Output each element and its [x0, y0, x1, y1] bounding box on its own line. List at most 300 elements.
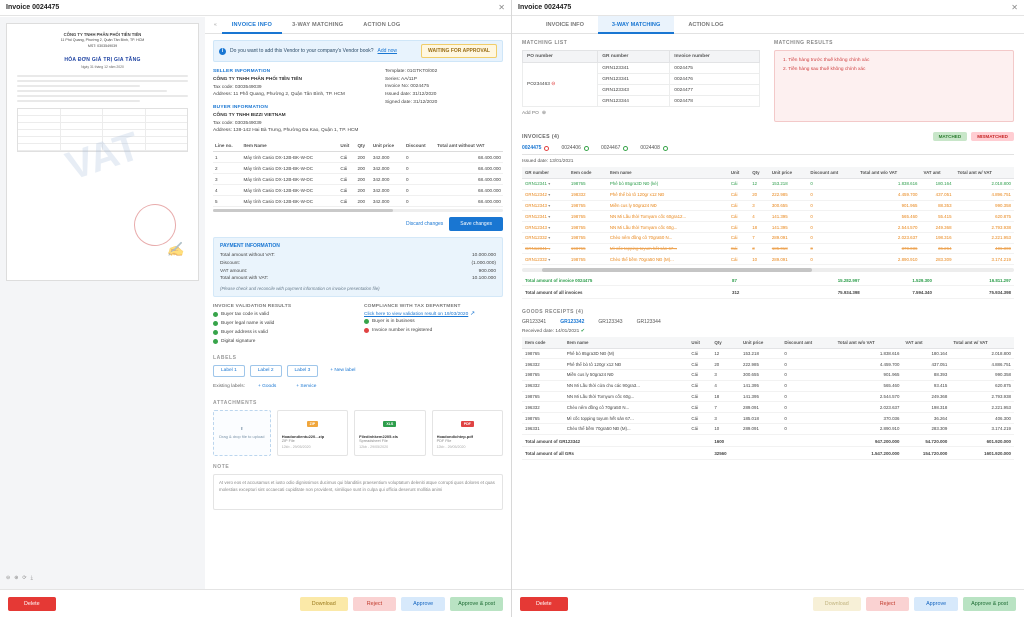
- download-button[interactable]: Download: [813, 597, 861, 611]
- delete-button[interactable]: Delete: [8, 597, 56, 611]
- cell-discount: 0: [807, 232, 857, 243]
- cell-total-w-vat: 2.018.800: [950, 348, 1014, 359]
- zip-icon: ZIP: [282, 414, 343, 434]
- gr-total-row: [522, 434, 1014, 446]
- close-icon[interactable]: ✕: [1011, 3, 1018, 12]
- gr-number: GRN123343: [598, 85, 670, 96]
- cell-unit: Cái: [728, 179, 749, 190]
- doc-subtitle: Ngày 31 tháng 12 năm 2020: [81, 65, 124, 70]
- cell-discount: 0: [781, 424, 834, 435]
- approve-post-button[interactable]: Approve & post: [963, 597, 1016, 611]
- col-unit-price: Unit price: [769, 167, 808, 179]
- add-po-button[interactable]: [522, 111, 760, 116]
- reject-button[interactable]: Reject: [353, 597, 396, 611]
- cell-unit-price: 185.018: [769, 243, 808, 254]
- cell-discount: 0: [807, 222, 857, 233]
- validation-block: [213, 304, 352, 346]
- tab-3way-matching[interactable]: 3-WAY MATCHING: [598, 16, 674, 34]
- cell-item-name: NN Mi Lầu thời Tomyam cốc 60g...: [607, 222, 728, 233]
- cell-item-name: NN Mi Lầu thời Tomyam cốc 60gra12...: [607, 211, 728, 222]
- buyer-tax: Tax code: 0303549039: [213, 120, 262, 126]
- invoice-lines-grid: [522, 167, 1014, 265]
- gr-total-all-label: Total amount of all GRs: [522, 447, 688, 459]
- new-label-button[interactable]: + New label: [323, 366, 362, 376]
- validation-result-link[interactable]: Click here to view validation result on 19/03/2020: [364, 312, 469, 318]
- download-doc-icon[interactable]: ⤓: [30, 575, 33, 581]
- cell-vat: 437.051: [902, 359, 950, 370]
- col-item-code: Item code: [568, 167, 607, 179]
- col-qty: Qty: [355, 140, 370, 152]
- lines-horizontal-scrollbar[interactable]: [213, 209, 503, 212]
- document-toolbar[interactable]: [6, 573, 199, 583]
- cell-unit-price: 153.218: [740, 348, 781, 359]
- cell-total-w-vat: 2.221.953: [950, 402, 1014, 413]
- invoices-title: INVOICES (4): [522, 133, 560, 140]
- cell-unit-price: 141.395: [769, 222, 808, 233]
- table-row[interactable]: [522, 391, 1014, 402]
- compliance-link-row: [364, 310, 503, 317]
- cell-total-wo-vat: 2.544.570: [835, 391, 903, 402]
- table-row[interactable]: [213, 163, 503, 174]
- gr-total-all-vat: 154.720.000: [902, 447, 950, 459]
- tab-action-log[interactable]: ACTION LOG: [363, 21, 401, 28]
- cell-item-name: Miền cus ly 50gra24 NĐ: [607, 200, 728, 211]
- cell-line-no: 4: [213, 185, 241, 196]
- cell-discount: 0: [807, 200, 857, 211]
- col-item-code: Item code: [522, 337, 564, 349]
- meta-issued-date: Issued date: 31/12/2020: [385, 92, 437, 98]
- cell-total: 68.400.000: [435, 174, 503, 185]
- cell-unit-price: 342.000: [371, 196, 404, 207]
- invoice-tab-0024475[interactable]: [522, 145, 549, 151]
- matching-result-message: 1. Tiền hàng trước thuế không chính xác: [783, 58, 870, 63]
- attachment-name: Filedinhkem2205.xls: [359, 433, 399, 439]
- invoice-tab-0024408[interactable]: [640, 145, 667, 151]
- label-chip[interactable]: Label 1: [213, 365, 245, 377]
- pdf-icon: PDF: [437, 414, 498, 434]
- attachment-date: 29/05/2020: [370, 444, 389, 449]
- page-title: Invoice 0024475: [518, 4, 572, 11]
- cell-line-no: 1: [213, 152, 241, 163]
- cell-qty: 10: [711, 424, 740, 435]
- existing-labels-row: [213, 382, 503, 392]
- payment-row: [220, 268, 496, 276]
- invoice-total-row: [522, 274, 1014, 286]
- total-invoice-qty: 87: [729, 274, 767, 286]
- col-unit-price: Unit price: [740, 337, 781, 349]
- gr-received-date: [522, 329, 1014, 334]
- left-footer-actions: [300, 597, 503, 611]
- spreadsheet-icon: XLS: [359, 414, 420, 434]
- lines-actions: [213, 217, 503, 231]
- table-row[interactable]: [213, 185, 503, 196]
- attachment-card[interactable]: [354, 410, 425, 456]
- cell-discount: 0: [781, 413, 834, 424]
- external-link-icon[interactable]: ↗: [469, 311, 475, 318]
- attachment-type: ZIP File: [281, 438, 295, 443]
- cell-item-code: 198765: [568, 211, 607, 222]
- tab-action-log[interactable]: ACTION LOG: [688, 22, 724, 28]
- cell-discount: 0: [807, 254, 857, 265]
- cell-unit-price: 153.218: [769, 179, 808, 190]
- gr-total-all-w-vat: 1601.920.000: [950, 447, 1014, 459]
- attachment-card[interactable]: [432, 410, 503, 456]
- cell-gr-number: GRN12343 ▾: [522, 200, 568, 211]
- table-row[interactable]: [213, 152, 503, 163]
- cell-total-wo-vat: 4.459.700: [857, 189, 920, 200]
- payment-key: Total amount with VAT:: [220, 276, 269, 282]
- cell-total-wo-vat: 2.023.637: [835, 402, 903, 413]
- table-row[interactable]: [522, 189, 1014, 200]
- gr-total-qty: 1600: [711, 434, 740, 446]
- cell-discount: 0: [807, 189, 857, 200]
- cell-discount: 0: [781, 359, 834, 370]
- tab-invoice-info[interactable]: INVOICE INFO: [222, 17, 282, 34]
- cell-item-code: 198332: [568, 189, 607, 200]
- table-row[interactable]: [522, 370, 1014, 381]
- seller-name: CÔNG TY TNHH PHÂN PHỐI TIÊN TIẾN: [213, 77, 302, 83]
- table-row[interactable]: [522, 413, 1014, 424]
- gr-total-vat: 54.720.000: [902, 434, 950, 446]
- left-tabs: [205, 17, 511, 34]
- cell-unit-price: 342.000: [371, 163, 404, 174]
- save-changes-button[interactable]: Save changes: [449, 217, 503, 231]
- cell-total-w-vat: 990.358: [950, 370, 1014, 381]
- gr-total-w-vat: 601.920.000: [950, 434, 1014, 446]
- gr-tab-123341[interactable]: GR123341: [522, 318, 547, 325]
- col-discount-amt: Discount amt: [807, 167, 857, 179]
- col-total-w-vat: Total amt w/ VAT: [950, 337, 1014, 349]
- cell-vat: 249.368: [902, 391, 950, 402]
- cell-total-wo-vat: 565.460: [857, 211, 920, 222]
- col-total-w-vat: Total amt w/ VAT: [955, 167, 1014, 179]
- discard-changes-button[interactable]: Discard changes: [406, 221, 444, 228]
- cell-unit: Cái: [728, 222, 749, 233]
- cell-total-w-vat: 620.875: [955, 211, 1014, 222]
- col-unit-price: Unit price: [371, 140, 404, 152]
- cell-total-wo-vat: 1.838.616: [835, 348, 903, 359]
- payment-key: Total amount without VAT:: [220, 253, 275, 259]
- payment-row: [220, 260, 496, 268]
- download-button[interactable]: Download: [300, 597, 348, 611]
- page-title: Invoice 0024475: [6, 4, 60, 11]
- approve-post-button[interactable]: Approve & post: [450, 597, 503, 611]
- cell-total: 68.400.000: [435, 196, 503, 207]
- cell-unit-price: 342.000: [371, 152, 404, 163]
- cell-unit: Cái: [338, 152, 355, 163]
- cell-qty: 4: [749, 211, 769, 222]
- col-unit: Unit: [688, 337, 711, 349]
- total-invoice-w-vat: 16.811.297: [935, 274, 1014, 286]
- cell-total-wo-vat: 4.459.700: [835, 359, 903, 370]
- label-chip[interactable]: Label 3: [287, 365, 319, 377]
- cell-item-name: Miền cus ly 50gra24 NĐ: [564, 370, 689, 381]
- col-item-name: Item Name: [241, 140, 338, 152]
- close-icon[interactable]: ✕: [498, 3, 505, 12]
- status-ok-icon: [213, 321, 218, 326]
- matching-list-title: MATCHING LIST: [522, 40, 568, 46]
- compliance-label: Invoice number is registered: [372, 328, 433, 334]
- add-po-label: Add PO: [522, 111, 539, 116]
- invoice-issued-date: Issued date: 13/01/2021: [522, 159, 574, 164]
- cell-vat: 36.264: [920, 243, 954, 254]
- cell-item-code: 198765: [568, 232, 607, 243]
- invoice-grid-scrollbar[interactable]: [522, 268, 1014, 272]
- cell-discount: 0: [781, 348, 834, 359]
- total-all-wo-vat: 75.934.398: [784, 286, 863, 298]
- gr-number: GRN123341: [598, 74, 670, 85]
- col-gr-number: GR number: [598, 51, 670, 63]
- matching-result-message: 2. Tiền hàng sau thuế không chính xác: [783, 66, 866, 72]
- validation-label: Buyer tax code is valid: [221, 312, 269, 318]
- table-row[interactable]: [522, 254, 1014, 265]
- col-total-no-vat: Total amt without VAT: [435, 140, 503, 152]
- table-row[interactable]: [522, 424, 1014, 435]
- cell-unit: Cái: [728, 243, 749, 254]
- cell-qty: 200: [355, 196, 370, 207]
- invoices-header: [522, 132, 1014, 141]
- gr-tab-123342[interactable]: GR123342: [560, 318, 585, 325]
- attachment-name: Hoadondichtep.pdf: [436, 433, 474, 439]
- status-ok-icon: [364, 319, 369, 324]
- table-row[interactable]: [522, 200, 1014, 211]
- invoice-tab-label: 0024408: [640, 145, 660, 151]
- col-total-wo-vat: Total amt w/o VAT: [857, 167, 920, 179]
- cell-unit: Cái: [688, 348, 711, 359]
- cell-unit: Cái: [728, 211, 749, 222]
- total-invoice-label: Total amount of invoice 0024475: [522, 274, 729, 286]
- invoice-tab-0024467[interactable]: [601, 145, 628, 151]
- cell-qty: 200: [355, 152, 370, 163]
- total-all-w-vat: 75.934.398: [935, 286, 1014, 298]
- cell-item-name: Máy tính Casio DX-12B-BK-W-DC: [241, 185, 338, 196]
- col-gr-number: GR number: [522, 167, 568, 179]
- invoice-grid-header: [522, 167, 1014, 179]
- cell-total-wo-vat: 565.460: [835, 380, 903, 391]
- doc-company-name: CÔNG TY TNHH PHÂN PHỐI TIÊN TIẾN: [63, 32, 142, 37]
- invoice-number: 0024476: [670, 74, 760, 85]
- rotate-icon[interactable]: ⟳: [22, 575, 27, 581]
- meta-template: Template: 01GTKT0/002: [385, 69, 438, 74]
- col-vat-amt: VAT amt: [902, 337, 950, 349]
- table-row[interactable]: [523, 63, 760, 74]
- total-invoice-wo-vat: 15.282.997: [784, 274, 863, 286]
- cell-total-w-vat: 990.358: [955, 200, 1014, 211]
- cell-item-code: 198765: [522, 413, 564, 424]
- cell-vat: 88.393: [902, 370, 950, 381]
- cell-item-code: 198765: [568, 179, 607, 190]
- attachment-dropzone[interactable]: [213, 410, 271, 456]
- table-row[interactable]: [522, 211, 1014, 222]
- cell-discount: 0: [404, 185, 435, 196]
- gr-total-wo-vat: 947.200.000: [835, 434, 903, 446]
- cell-unit: Cái: [728, 232, 749, 243]
- cell-unit-price: 141.395: [740, 380, 781, 391]
- collapse-icon[interactable]: «: [214, 22, 217, 28]
- gr-total-all-wo-vat: 1.547.200.000: [835, 447, 903, 459]
- matching-results-box: [774, 50, 1014, 122]
- validation-label: Digital signature: [221, 339, 256, 345]
- validation-label: Buyer legal name is valid: [221, 321, 275, 327]
- matching-results-block: [774, 40, 1014, 122]
- cell-unit-price: 222.985: [769, 189, 808, 200]
- cell-unit: Cái: [728, 254, 749, 265]
- table-row[interactable]: [522, 232, 1014, 243]
- table-row[interactable]: [213, 174, 503, 185]
- add-vendor-link[interactable]: Add now: [377, 48, 398, 54]
- invoice-info-column: [205, 17, 511, 589]
- zoom-in-icon[interactable]: ⊕: [14, 575, 19, 581]
- table-row[interactable]: [522, 348, 1014, 359]
- cell-unit-price: 289.091: [740, 402, 781, 413]
- total-all-label: Total amount of all invoices: [522, 286, 729, 298]
- zoom-out-icon[interactable]: ⊖: [6, 575, 11, 581]
- attachment-meta: 12kb - 29/05/2020: [359, 444, 389, 449]
- table-row[interactable]: [522, 243, 1014, 254]
- invoice-number: 0024477: [670, 85, 760, 96]
- labels-title: LABELS: [213, 354, 237, 361]
- cell-qty: 20: [749, 189, 769, 200]
- seller-title: SELLER INFORMATION: [213, 69, 271, 74]
- reject-button[interactable]: Reject: [866, 597, 909, 611]
- seller-address: Address: 11 Phố Quang, Phường 2, Quận Tân Bình, TP. HCM: [213, 92, 345, 98]
- cell-unit-price: 289.091: [740, 424, 781, 435]
- cell-unit: Cái: [338, 163, 355, 174]
- approve-button[interactable]: Approve: [401, 597, 445, 611]
- cell-item-name: Phê thể bò tô 120gr x12 NĐ: [564, 359, 689, 370]
- note-textarea[interactable]: At vero eos et accusamus et iusto odio dignissimos ducimus qui blanditiis praesentium voluptatum deleniti atque corrupti quos dolores et quas molestias excepturi sint occaecati cupiditate non provident, similique sunt in culpa qui officia deserunt mollitia animi: [213, 474, 503, 510]
- payment-value: 10.000.000: [471, 253, 496, 259]
- cell-item-code: 196332: [522, 359, 564, 370]
- table-row[interactable]: [522, 222, 1014, 233]
- cell-unit-price: 141.395: [740, 391, 781, 402]
- col-po-number: PO number: [523, 51, 598, 63]
- cell-qty: 3: [711, 370, 740, 381]
- cell-item-name: Máy tính Casio DX-12B-BK-W-DC: [241, 174, 338, 185]
- doc-title: HÓA ĐƠN GIÁ TRỊ GIA TĂNG: [64, 57, 141, 64]
- cell-total-w-vat: 2.018.800: [955, 179, 1014, 190]
- doc-company-address: 11 Phố Quang, Phường 2, Quận Tân Bình, TP. HCM: [60, 38, 145, 43]
- validation-item: [213, 328, 352, 337]
- approve-button[interactable]: Approve: [914, 597, 958, 611]
- existing-label-goods[interactable]: + Goods: [251, 382, 283, 392]
- cell-qty: 3: [711, 413, 740, 424]
- compliance-title: COMPLIANCE WITH TAX DEPARTMENT: [364, 304, 461, 310]
- cell-qty: 18: [749, 222, 769, 233]
- compliance-item: [364, 326, 503, 335]
- cell-total-wo-vat: 2.890.910: [835, 424, 903, 435]
- total-all-vat: 7.594.340: [863, 286, 935, 298]
- existing-label-service[interactable]: + Service: [289, 382, 323, 392]
- remove-po-icon[interactable]: ⊖: [551, 82, 556, 87]
- label-chip[interactable]: Label 2: [250, 365, 282, 377]
- left-window-header: [0, 0, 511, 16]
- cell-qty: 4: [711, 380, 740, 391]
- cell-unit: Cái: [688, 402, 711, 413]
- tab-invoice-info[interactable]: INVOICE INFO: [546, 22, 584, 28]
- attachments-title: ATTACHMENTS: [213, 399, 257, 406]
- cell-item-code: 198765: [522, 348, 564, 359]
- invoice-tab-0024406[interactable]: [561, 145, 588, 151]
- cell-unit-price: 300.655: [769, 200, 808, 211]
- cell-unit-price: 342.000: [371, 185, 404, 196]
- cell-gr-number: GRN12342 ▾: [522, 189, 568, 200]
- gr-number: GRN123341: [598, 63, 670, 74]
- cell-vat: 93.415: [902, 380, 950, 391]
- cell-qty: 3: [749, 243, 769, 254]
- attachment-card[interactable]: [277, 410, 348, 456]
- cell-discount: 0: [781, 391, 834, 402]
- goods-receipts-title: GOODS RECEIPTS (4): [522, 308, 584, 315]
- table-row[interactable]: [522, 359, 1014, 370]
- cell-item-name: Phê thể bò tô 120gr x12 NĐ: [607, 189, 728, 200]
- cell-total-w-vat: 4.896.751: [955, 189, 1014, 200]
- cell-line-no: 2: [213, 163, 241, 174]
- cell-item-code: 198765: [568, 254, 607, 265]
- cell-total-w-vat: 620.875: [950, 380, 1014, 391]
- cell-vat: 283.309: [902, 424, 950, 435]
- cell-item-code: 198765: [568, 200, 607, 211]
- col-invoice-number: Invoice number: [670, 51, 760, 63]
- status-error-icon: [544, 146, 549, 151]
- invoice-number: 0024478: [670, 96, 760, 107]
- gr-total-label: Total amount of GR123342: [522, 434, 688, 446]
- invoice-info-body: [205, 34, 511, 516]
- vendor-book-banner: [213, 40, 503, 62]
- gr-received-text: Received date: 14/01/2021: [522, 328, 580, 334]
- table-row[interactable]: [522, 179, 1014, 190]
- cell-total-wo-vat: 901.965: [835, 370, 903, 381]
- col-vat-amt: VAT amt: [920, 167, 954, 179]
- cell-item-code: 198765: [568, 243, 607, 254]
- cell-gr-number: GRN12332 ▾: [522, 232, 568, 243]
- col-unit: Unit: [728, 167, 749, 179]
- cell-item-name: Chèo nêm đồng cô 70gra50 N...: [607, 232, 728, 243]
- cell-discount: 0: [781, 370, 834, 381]
- plus-circle-icon: ⊕: [541, 111, 546, 116]
- invoice-tab-label: 0024467: [600, 145, 621, 151]
- status-ok-icon: [213, 312, 218, 317]
- seller-tax: Tax code: 0303549039: [213, 84, 262, 90]
- gr-tab-123344[interactable]: GR123344: [636, 318, 661, 325]
- three-way-matching-panel: [512, 0, 1024, 617]
- cell-item-name: Phê bò 85gra3D NĐ (kè): [607, 179, 728, 190]
- payment-key: Discount:: [220, 261, 240, 267]
- cell-unit-price: 185.018: [740, 413, 781, 424]
- col-item-name: Item name: [564, 337, 689, 349]
- col-qty: Qty: [749, 167, 769, 179]
- invoice-document-page[interactable]: [6, 23, 199, 281]
- cell-unit: Cái: [688, 413, 711, 424]
- goods-receipt-tabs: [522, 319, 1014, 325]
- attachment-name: Hoadondientu220...zip: [281, 433, 325, 439]
- tab-3way-matching[interactable]: 3-WAY MATCHING: [292, 21, 344, 28]
- delete-button[interactable]: Delete: [520, 597, 568, 611]
- table-row[interactable]: [213, 196, 503, 207]
- cell-item-name: Mì cốc topping toyum hết sản 67...: [607, 243, 728, 254]
- cell-qty: 7: [711, 402, 740, 413]
- cell-vat: 283.309: [920, 254, 954, 265]
- payment-value: 10.100.000: [471, 276, 496, 282]
- matching-list-table: [522, 50, 760, 107]
- gr-tab-123343[interactable]: GR123343: [598, 318, 623, 325]
- table-row[interactable]: [522, 402, 1014, 413]
- col-line-no: Line no.: [213, 140, 241, 152]
- cell-unit: Cái: [688, 424, 711, 435]
- matching-results-title: MATCHING RESULTS: [774, 40, 833, 46]
- table-row[interactable]: [522, 380, 1014, 391]
- status-badge: WAITING FOR APPROVAL: [421, 44, 497, 58]
